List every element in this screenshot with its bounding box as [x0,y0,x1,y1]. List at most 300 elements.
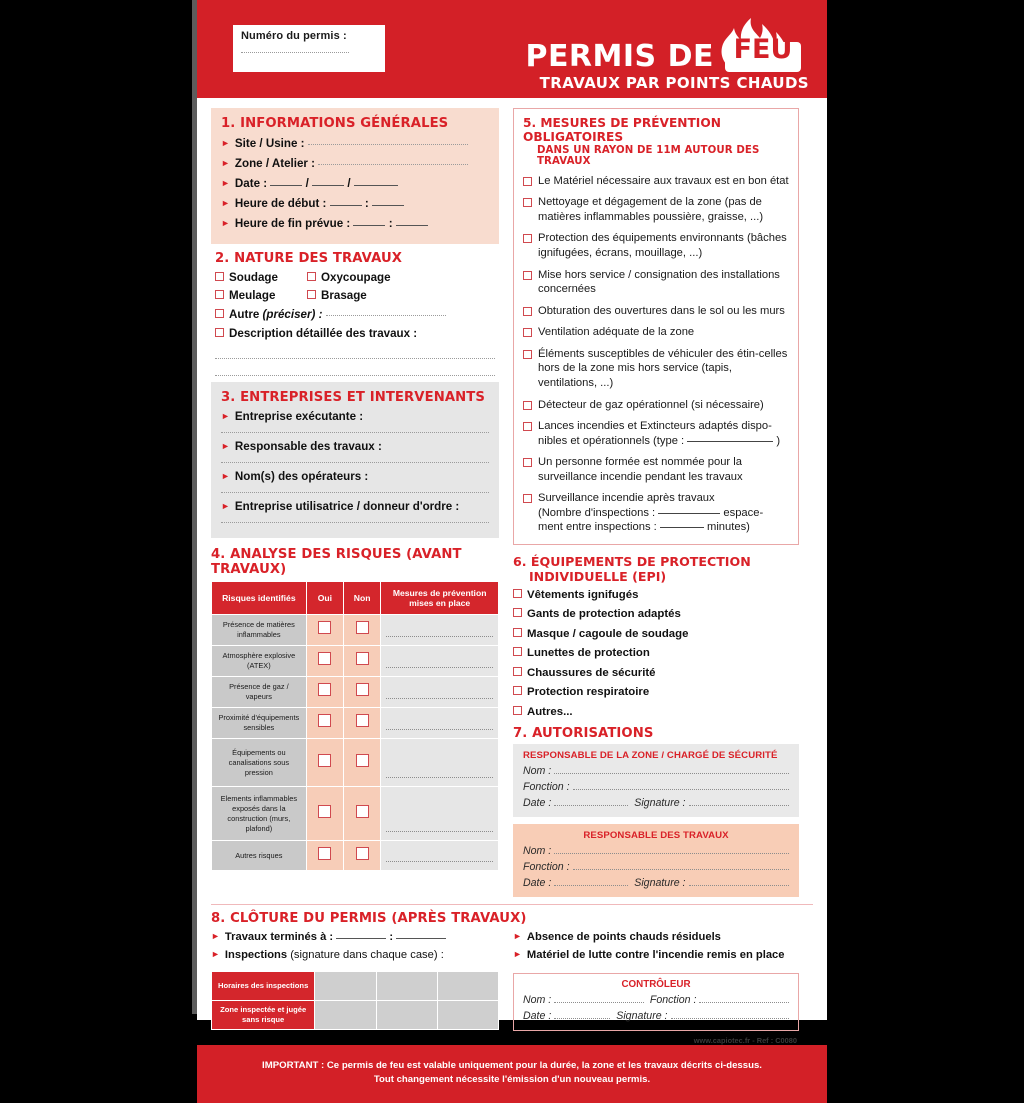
risk-name: Autres risques [212,841,307,871]
risk-non-cell[interactable] [344,787,381,841]
checkbox-icon[interactable] [318,652,331,665]
surveillance-nb-input[interactable] [658,513,720,514]
travaux-time-separator: : [389,931,394,944]
field-heure-fin-m[interactable] [396,225,428,226]
section-1-informations-generales [211,108,499,244]
inspection-cell[interactable] [437,1000,498,1029]
personne-line2: surveillance incendie pendant les travaux [538,470,743,483]
field-date-day[interactable] [270,185,302,186]
epi-item-label: Protection respiratoire [527,686,650,699]
epi-item-label: Gants de protection adaptés [527,608,681,621]
bullet-arrow-icon: ► [211,931,220,942]
auth1-nom-row[interactable] [523,765,789,777]
risk-non-cell[interactable] [344,841,381,871]
risk-name: Atmosphère explosive (ATEX) [212,646,307,677]
bullet-arrow-icon: ► [221,410,230,421]
field-site-usine-label: Site / Usine : [234,137,305,150]
controller-fonction-label: Fonction : [649,993,697,1006]
risk-name: Équipements ou canalisations sous pression [212,739,307,787]
field-responsable-travaux-label: Responsable des travaux : [234,439,382,453]
section-5-title: 5. MESURES DE PRÉVENTION OBLIGATOIRES [523,116,721,145]
checkbox-icon[interactable] [318,683,331,696]
epi-item[interactable] [513,703,799,721]
field-entreprise-executante-label: Entreprise exécutante : [234,409,364,423]
checkbox-soudage[interactable] [215,269,307,288]
field-heure-fin[interactable] [221,214,489,234]
section-5-subtitle: DANS UN RAYON DE 11M AUTOUR DES TRAVAUX [537,144,760,167]
permit-number-box[interactable] [233,25,385,72]
checkbox-icon[interactable] [318,621,331,634]
prevention-item-lances[interactable] [523,419,789,448]
surveillance-minutes: minutes) [707,521,750,534]
prevention-item-label: Ventilation adéquate de la zone [538,326,695,339]
bullet-arrow-icon: ► [221,177,230,188]
auth2-nom-label: Nom : [523,845,552,858]
risk-analysis-table [211,581,499,872]
risk-measure-cell[interactable] [381,646,499,677]
document-footer-important [197,1045,827,1103]
section-7-autorisations [513,726,799,897]
auth2-signature-input[interactable] [689,885,789,886]
personne-line1: Un personne formée est nommée pour la [538,456,742,469]
field-heure-debut[interactable] [221,194,489,214]
checkbox-soudage-label: Soudage [229,270,278,284]
prevention-item[interactable] [523,325,789,340]
checkbox-icon[interactable] [356,805,369,818]
checkbox-icon[interactable] [523,198,532,207]
auth1-fonction-input[interactable] [573,789,789,790]
permit-number-input-line[interactable] [241,52,349,53]
risk-oui-cell[interactable] [306,708,343,739]
section-6-title [513,554,799,585]
field-heure-debut-m[interactable] [372,205,404,206]
lances-type-input[interactable] [687,441,773,442]
checkbox-icon[interactable] [513,686,522,695]
risk-name: Présence de matières inflammables [212,615,307,646]
document-logo [525,16,809,92]
risk-oui-cell[interactable] [306,677,343,708]
prevention-item-label: Protection des équipements environnants (bâches ignifugées, écrans, mouillage, ...) [538,232,787,260]
epi-item[interactable] [513,644,799,662]
col-header-mesures-line1: Mesures de prévention [392,587,487,598]
risk-name: Présence de gaz / vapeurs [212,677,307,708]
auth2-fonction-row[interactable] [523,861,789,873]
section-8-divider [211,904,813,905]
controller-title: CONTRÔLEUR [621,978,691,990]
field-inspections-label: Inspections [224,948,288,961]
auth1-date-input[interactable] [554,805,628,806]
measure-input-line[interactable] [386,636,493,637]
checkbox-icon[interactable] [523,271,532,280]
measure-input-line[interactable] [386,861,493,862]
risk-measure-cell[interactable] [381,739,499,787]
table-row [212,615,499,646]
measure-input-line[interactable] [386,729,493,730]
lances-line2: nibles et opérationnels (type : [538,434,685,447]
auth2-fonction-input[interactable] [573,869,789,870]
bullet-arrow-icon: ► [221,470,230,481]
section-3-title: 3. ENTREPRISES ET INTERVENANTS [221,389,485,405]
checkbox-icon[interactable] [356,683,369,696]
table-header-row [212,581,499,615]
field-noms-operateurs [221,468,489,483]
prevention-item[interactable] [523,347,789,391]
auth1-signature-input[interactable] [689,805,789,806]
table-row [212,646,499,677]
table-row [212,971,499,1000]
checkbox-icon[interactable] [318,754,331,767]
checkbox-icon[interactable] [513,706,522,715]
field-travaux-termines-m[interactable] [396,938,446,939]
prevention-item-label: Détecteur de gaz opérationnel (si nécessaire) [538,398,764,411]
table-row [212,677,499,708]
checkbox-icon[interactable] [523,422,532,431]
field-heure-debut-h[interactable] [330,205,362,206]
checkbox-icon[interactable] [513,589,522,598]
prevention-item[interactable] [523,304,789,319]
section-4-title: 4. ANALYSE DES RISQUES (AVANT TRAVAUX) [211,546,462,577]
field-date-label: Date : [234,176,268,190]
epi-item[interactable] [513,625,799,643]
inspection-cell[interactable] [376,971,437,1000]
checkbox-oxycoupage[interactable] [307,269,391,288]
risk-non-cell[interactable] [344,708,381,739]
inspection-cell[interactable] [376,1000,437,1029]
controller-signature-input[interactable] [671,1018,789,1019]
field-responsable-travaux [221,438,489,453]
field-zone-atelier-input[interactable] [318,164,468,165]
checkbox-autre-label: Autre [229,308,260,322]
checkbox-icon[interactable] [513,647,522,656]
auth1-fonction-label: Fonction : [523,781,570,794]
controller-date-label: Date : [523,1009,552,1022]
checkbox-meulage-label: Meulage [229,289,276,303]
checkbox-icon[interactable] [215,290,224,299]
auth1-nom-label: Nom : [523,765,552,778]
auth2-signature-label: Signature : [634,877,686,890]
checkbox-icon[interactable] [523,328,532,337]
checkbox-brasage-label: Brasage [321,289,367,303]
risk-measure-cell[interactable] [381,787,499,841]
bullet-arrow-icon: ► [221,500,230,511]
authorization-block-works-manager [513,824,799,897]
section-5-mesures-prevention [513,108,799,545]
document-header [197,0,827,98]
checkbox-icon[interactable] [513,667,522,676]
auth2-date-input[interactable] [554,885,628,886]
field-date-year[interactable] [354,185,398,186]
field-noms-operateurs-input[interactable] [221,492,489,493]
risk-oui-cell[interactable] [306,615,343,646]
controller-date-input[interactable] [554,1018,610,1019]
prevention-item-label: Obturation des ouvertures dans le sol ou les murs [538,304,785,317]
auth2-date-label: Date : [523,877,552,890]
bullet-arrow-icon: ► [221,138,230,148]
closure-check-item[interactable] [513,947,799,965]
checkbox-icon[interactable] [215,309,224,318]
checkbox-brasage[interactable] [307,287,367,306]
checkbox-icon[interactable] [523,177,532,186]
controller-nom-label: Nom : [523,993,552,1006]
inspection-cell[interactable] [315,971,376,1000]
checkbox-icon[interactable] [523,307,532,316]
epi-item[interactable] [513,586,799,604]
prevention-item-label: Nettoyage et dégagement de la zone (pas de matières inflammables poussière, graisse, ...) [538,196,764,223]
prevention-item[interactable] [523,268,789,297]
prevention-item-personne[interactable] [523,455,789,484]
checkbox-icon[interactable] [307,290,316,299]
auth2-nom-input[interactable] [554,853,789,854]
epi-item-label: Chaussures de sécurité [527,666,656,679]
section-8-title: 8. CLÔTURE DU PERMIS (APRÈS TRAVAUX) [211,911,527,927]
section-7-title: 7. AUTORISATIONS [513,726,654,742]
checkbox-icon[interactable] [318,805,331,818]
risk-oui-cell[interactable] [306,787,343,841]
checkbox-icon[interactable] [513,628,522,637]
table-row [212,841,499,871]
document-body [197,98,827,1045]
field-travaux-termines-h[interactable] [336,938,386,939]
flame-icon [717,16,809,72]
risk-measure-cell[interactable] [381,677,499,708]
field-heure-fin-h[interactable] [353,225,385,226]
left-column [211,108,499,871]
checkbox-description-label: Description détaillée des travaux : [229,327,418,341]
footer-line-1: IMPORTANT : Ce permis de feu est valable uniquement pour la durée, la zone et les travaux décrits ci-dessus. [262,1059,762,1071]
checkbox-icon[interactable] [215,272,224,281]
table-row [212,787,499,841]
inspection-row-header: Horaires des inspections [212,971,315,1000]
section-1-title: 1. INFORMATIONS GÉNÉRALES [221,116,449,131]
right-column [513,108,799,897]
field-site-usine-input[interactable] [308,144,468,145]
inspection-cell[interactable] [315,1000,376,1029]
auth1-date-signature-row[interactable] [523,797,789,809]
controller-box [513,973,799,1031]
risk-non-cell[interactable] [344,677,381,708]
prevention-item[interactable] [523,398,789,413]
controller-nom-fonction-row[interactable] [523,994,789,1006]
auth2-nom-row[interactable] [523,845,789,857]
section-3-entreprises-intervenants [211,382,499,538]
date-separator-1: / [305,176,309,190]
inspection-row-header: Zone inspectée et jugée sans risque [212,1000,315,1029]
bullet-arrow-icon: ► [221,217,230,228]
checkbox-icon[interactable] [307,272,316,281]
checkbox-icon[interactable] [318,714,331,727]
prevention-item-lances-text [538,419,789,448]
permit-document-page [197,0,827,1085]
risk-measure-cell[interactable] [381,841,499,871]
risk-non-cell[interactable] [344,615,381,646]
auth2-date-signature-row[interactable] [523,877,789,889]
two-column-layout [211,108,813,897]
inspection-cell[interactable] [437,971,498,1000]
measure-input-line[interactable] [386,698,493,699]
auth1-date-label: Date : [523,797,552,810]
col-header-mesures-line2: mises en place [409,598,471,609]
surveillance-espacement: espace- [723,506,764,519]
table-row [212,708,499,739]
field-entreprise-utilisatrice-label: Entreprise utilisatrice / donneur d'ordre : [234,499,460,513]
field-responsable-travaux-input[interactable] [221,462,489,463]
checkbox-autre-note: (préciser) : [262,308,323,322]
risk-non-cell[interactable] [344,739,381,787]
nature-row-2 [215,287,495,306]
auth1-fonction-row[interactable] [523,781,789,793]
col-header-risques: Risques identifiés [212,581,307,615]
prevention-item[interactable] [523,195,789,224]
prevention-item-label: Mise hors service / consignation des installations concernées [538,268,780,296]
risk-oui-cell[interactable] [306,646,343,677]
section-6-epi [513,554,799,721]
lances-close-paren: ) [776,434,781,447]
section-8-right [513,929,799,1031]
prevention-item[interactable] [523,231,789,260]
controller-date-signature-row[interactable] [523,1010,789,1022]
section-8-left [211,929,499,1031]
checkbox-icon[interactable] [523,234,532,243]
risk-name: Proximité d'équipements sensibles [212,708,307,739]
section-2-nature-des-travaux [211,244,499,376]
surveillance-interval-input[interactable] [660,527,704,528]
field-zone-atelier-label: Zone / Atelier : [234,156,316,170]
risk-name: Elements inflammables exposés dans la construction (murs, plafond) [212,787,307,841]
checkbox-icon[interactable] [356,652,369,665]
inspections-table [211,971,499,1030]
checkbox-icon[interactable] [356,754,369,767]
measure-input-line[interactable] [386,667,493,668]
prevention-item-surveillance-text [538,491,789,535]
col-header-mesures [381,581,499,615]
footer-line-2: Tout changement nécessite l'émission d'un nouveau permis. [373,1073,651,1085]
nature-row-1 [215,269,495,288]
table-row [212,739,499,787]
field-autre-input[interactable] [326,315,446,316]
surveillance-line1: Surveillance incendie après travaux [538,492,715,505]
field-entreprise-executante-input[interactable] [221,432,489,433]
bullet-arrow-icon: ► [221,157,230,168]
bullet-arrow-icon: ► [211,948,220,959]
epi-item-label: Lunettes de protection [527,647,650,660]
bullet-arrow-icon: ► [513,948,522,959]
checkbox-oxycoupage-label: Oxycoupage [321,270,391,284]
auth2-fonction-label: Fonction : [523,861,570,874]
epi-item[interactable] [513,664,799,682]
section-4-analyse-des-risques [211,547,499,872]
section-2-title: 2. NATURE DES TRAVAUX [215,250,403,266]
checkbox-autre[interactable] [215,306,495,325]
checkbox-icon[interactable] [523,458,532,467]
bullet-arrow-icon: ► [221,197,230,208]
epi-item-label: Autres... [527,705,573,718]
measure-input-line[interactable] [386,777,493,778]
epi-item-label: Masque / cagoule de soudage [527,627,689,640]
epi-item[interactable] [513,605,799,623]
field-heure-debut-label: Heure de début : [234,196,327,210]
risk-oui-cell[interactable] [306,739,343,787]
field-inspections-note: (signature dans chaque case) : [290,948,444,961]
field-entreprise-executante [221,408,489,423]
permit-number-label: Numéro du permis : [241,30,347,42]
section-6-title-line1: 6. ÉQUIPEMENTS DE PROTECTION [513,554,751,570]
field-zone-atelier[interactable] [221,154,489,174]
table-row [212,1000,499,1029]
checkbox-icon[interactable] [513,608,522,617]
bullet-arrow-icon: ► [513,931,522,942]
prevention-item-label: Le Matériel nécessaire aux travaux est en bon état [538,174,789,187]
field-date-month[interactable] [312,185,344,186]
surveillance-interval-label: ment entre inspections : [538,521,657,534]
credit-line: www.capiotec.fr - Ref : C0080 [693,1035,797,1045]
auth1-signature-label: Signature : [634,797,686,810]
bullet-arrow-icon: ► [221,440,230,451]
field-travaux-termines-label: Travaux terminés à : [224,931,334,944]
auth-block-1-title: RESPONSABLE DE LA ZONE / CHARGÉ DE SÉCURITÉ [523,750,778,762]
field-inspections [211,947,499,965]
col-header-oui: Oui [306,581,343,615]
time-separator: : [388,216,393,230]
col-header-non: Non [344,581,381,615]
closure-check-item-label: Absence de points chauds résiduels [526,931,721,944]
section-8-cloture-du-permis [211,911,813,1045]
checkbox-meulage[interactable] [215,287,307,306]
field-travaux-termines[interactable] [211,929,499,947]
controller-fonction-input[interactable] [699,1002,789,1003]
risk-non-cell[interactable] [344,646,381,677]
checkbox-icon[interactable] [356,847,369,860]
prevention-item-personne-text [538,455,789,484]
epi-item[interactable] [513,683,799,701]
risk-measure-cell[interactable] [381,708,499,739]
risk-measure-cell[interactable] [381,615,499,646]
epi-item-label: Vêtements ignifugés [527,588,639,601]
measure-input-line[interactable] [386,831,493,832]
field-noms-operateurs-label: Nom(s) des opérateurs : [234,469,369,483]
checkbox-description[interactable] [215,325,495,344]
checkbox-icon[interactable] [523,350,532,359]
checkbox-icon[interactable] [356,714,369,727]
date-separator-2: / [347,176,351,190]
checkbox-icon[interactable] [356,621,369,634]
time-separator: : [364,196,369,210]
field-site-usine[interactable] [221,134,489,154]
checkbox-icon[interactable] [215,328,224,337]
checkbox-icon[interactable] [318,847,331,860]
authorization-block-zone-manager [513,744,799,817]
checkbox-icon[interactable] [523,401,532,410]
description-line-1[interactable] [215,358,495,359]
lances-line1: Lances incendies et Extincteurs adaptés dispo- [538,420,772,433]
field-date[interactable] [221,174,489,194]
prevention-item-surveillance[interactable] [523,491,789,535]
checkbox-icon[interactable] [523,494,532,503]
description-line-2[interactable] [215,375,495,376]
logo-subtitle: TRAVAUX PAR POINTS CHAUDS [539,74,809,92]
risk-oui-cell[interactable] [306,841,343,871]
controller-nom-input[interactable] [554,1002,644,1003]
closure-check-item-label: Matériel de lutte contre l'incendie remis en place [526,948,785,961]
field-entreprise-utilisatrice-input[interactable] [221,522,489,523]
field-heure-fin-label: Heure de fin prévue : [234,216,351,230]
prevention-item-label: Éléments susceptibles de véhiculer des étin-celles hors de la zone mis hors service (tapis, ventilations, ...) [538,347,788,389]
prevention-item[interactable] [523,174,789,189]
section-6-title-line2: INDIVIDUELLE (EPI) [529,569,667,585]
auth-block-2-title: RESPONSABLE DES TRAVAUX [583,830,729,842]
auth1-nom-input[interactable] [554,773,789,774]
logo-title-line1: PERMIS DE FEU [525,16,809,72]
closure-check-item[interactable] [513,929,799,947]
